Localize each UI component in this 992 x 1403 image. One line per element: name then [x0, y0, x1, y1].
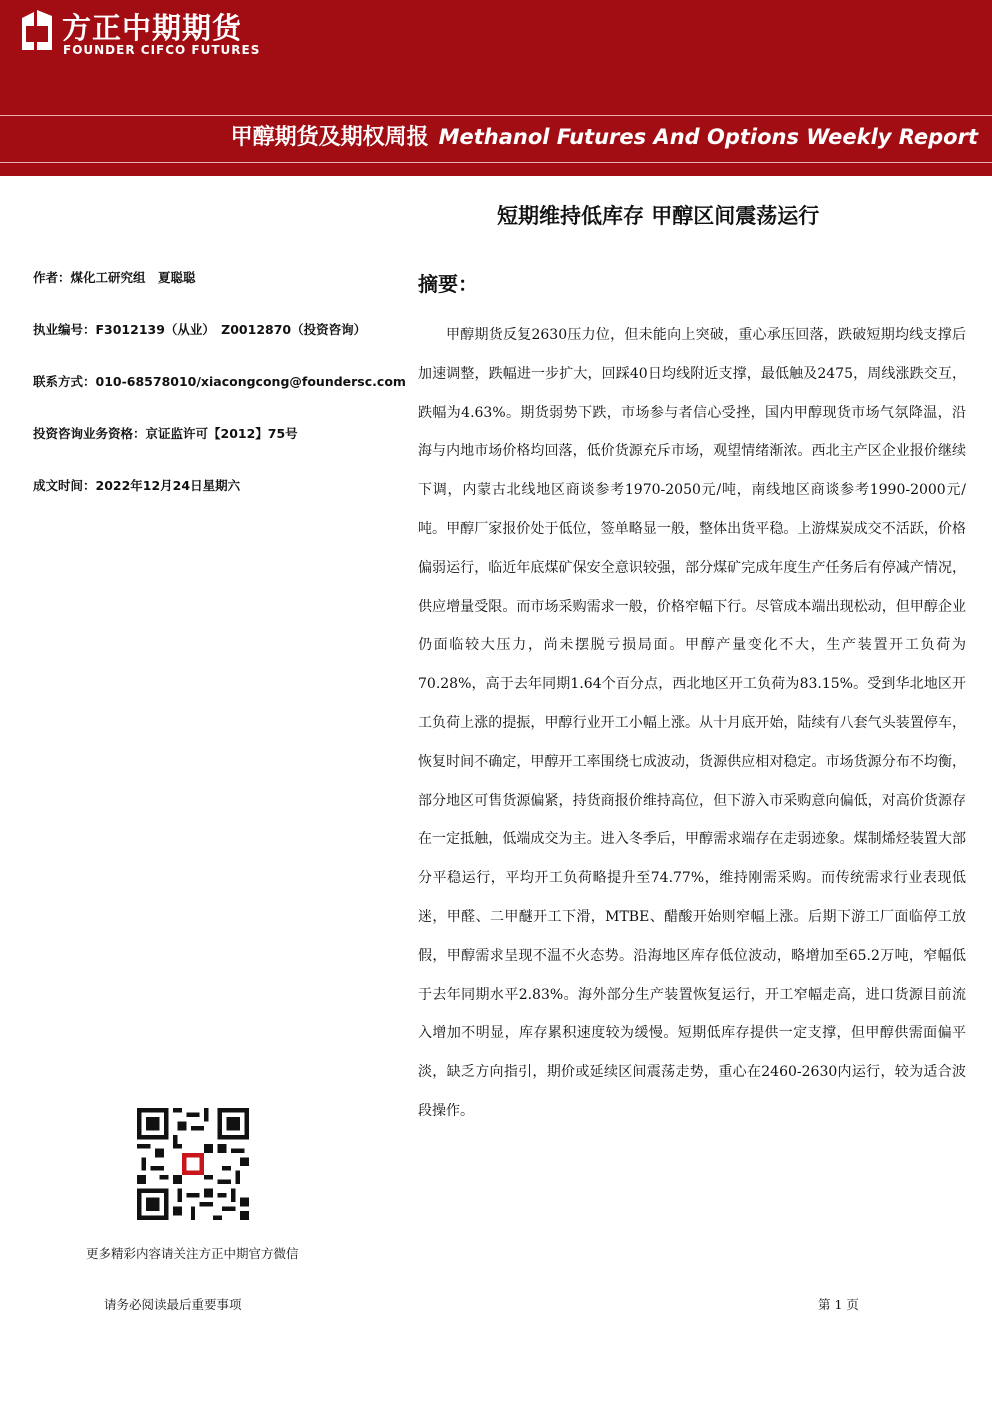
- brand-name-cn: 方正中期期货: [62, 11, 243, 45]
- qualification-line: 投资咨询业务资格：京证监许可【2012】75号: [33, 426, 298, 441]
- brand-name-en: FOUNDER CIFCO FUTURES: [63, 43, 261, 57]
- qr-caption: 更多精彩内容请关注方正中期官方微信: [86, 1246, 299, 1261]
- author-line: 作者：煤化工研究组 夏聪聪: [33, 270, 196, 285]
- footer-notice: 请务必阅读最后重要事项: [104, 1297, 242, 1312]
- header-divider-top: [0, 115, 992, 116]
- license-line: 执业编号：F3012139（从业） Z0012870（投资咨询）: [33, 322, 367, 337]
- summary-body: 甲醇期货反复2630压力位，但未能向上突破，重心承压回落，跌破短期均线支撑后加速调整，跌幅进一步扩大，回踩40日均线附近支撑，最低触及2475，周线涨跌交互，跌幅为4.63%。期货弱势下跌，市场参与者信心受挫，国内甲醇现货市场气氛降温，沿海与内地市场价格均回落，低价货源充斥市场，观望情绪渐浓。西北主产区企业报价继续下调，内蒙古北线地区商谈参考1970-2050元/吨，南线地区商谈参考1990-2000元/吨。甲醇厂家报价处于低位，签单略显一般，整体出货平稳。上游煤炭成交不活跃，价格偏弱运行，临近年底煤矿保安全意识较强，部分煤矿完成年度生产任务后有停减产情况，供应增量受限。而市场采购需求一般，价格窄幅下行。尽管成本端出现松动，但甲醇企业仍面临较大压力，尚未摆脱亏损局面。甲醇产量变化不大，生产装置开工负荷为70.28%，高于去年同期1.64个百分点，西北地区开工负荷为83.15%。受到华北地区开工负荷上涨的提振，甲醇行业开工小幅上涨。从十月底开始，陆续有八套气头装置停车，恢复时间不确定，甲醇开工率围绕七成波动，货源供应相对稳定。市场货源分布不均衡，部分地区可售货源偏紧，持货商报价维持高位，但下游入市采购意向偏低，对高价货源存在一定抵触，低端成交为主。进入冬季后，甲醇需求端存在走弱迹象。煤制烯烃装置大部分平稳运行，平均开工负荷略提升至74.77%，维持刚需采购。而传统需求行业表现低迷，甲醛、二甲醚开工下滑，MTBE、醋酸开始则窄幅上涨。后期下游工厂面临停工放假，甲醇需求呈现不温不火态势。沿海地区库存低位波动，略增加至65.2万吨，窄幅低于去年同期水平2.83%。海外部分生产装置恢复运行，开工窄幅走高，进口货源目前流入增加不明显，库存累积速度较为缓慢。短期低库存提供一定支撑，但甲醇供需面偏平淡，缺乏方向指引，期价或延续区间震荡走势，重心在2460-2630内运行，较为适合波段操作。: [418, 327, 966, 1119]
- report-title-cn: 甲醇期货及期权周报: [230, 125, 429, 150]
- report-title-en: Methanol Futures And Options Weekly Report: [438, 125, 978, 149]
- wechat-qr-code-icon: [137, 1108, 249, 1220]
- header-divider-bottom: [0, 162, 992, 163]
- report-title: [231, 120, 978, 151]
- founder-logo-icon: [22, 10, 52, 52]
- date-line: 成文时间：2022年12月24日星期六: [33, 478, 241, 493]
- summary-title: 摘要：: [418, 272, 478, 296]
- document-headline: 短期维持低库存 甲醇区间震荡运行: [497, 204, 820, 228]
- page-number: 第 1 页: [818, 1297, 859, 1312]
- report-header: [0, 0, 992, 176]
- contact-line: 联系方式：010-68578010/xiacongcong@foundersc.com: [33, 374, 406, 389]
